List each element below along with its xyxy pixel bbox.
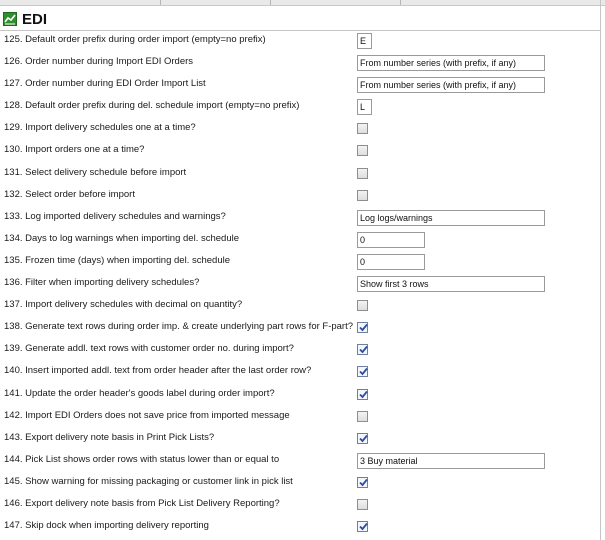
setting-text-field[interactable]: 0 [357, 254, 425, 270]
setting-row [0, 516, 600, 538]
setting-row [0, 450, 600, 472]
setting-row [0, 96, 600, 118]
setting-label: 136. Filter when importing delivery schedules? [4, 277, 200, 289]
setting-checkbox[interactable] [357, 433, 368, 444]
setting-checkbox[interactable] [357, 145, 368, 156]
setting-row [0, 52, 600, 74]
setting-row [0, 74, 600, 96]
setting-label: 129. Import delivery schedules one at a time? [4, 122, 196, 134]
setting-row [0, 229, 600, 251]
setting-label: 143. Export delivery note basis in Print Pick Lists? [4, 431, 215, 443]
setting-checkbox[interactable] [357, 344, 368, 355]
setting-label: 135. Frozen time (days) when importing del. schedule [4, 254, 231, 266]
setting-text-field[interactable]: Show first 3 rows [357, 276, 545, 292]
chart-icon [3, 12, 17, 26]
setting-row [0, 251, 600, 273]
section-title: EDI [22, 10, 48, 28]
setting-label: 146. Export delivery note basis from Pick List Delivery Reporting? [4, 497, 280, 509]
setting-text-field[interactable]: L [357, 99, 372, 115]
checkmark-icon [358, 389, 369, 400]
checkmark-icon [358, 344, 369, 355]
setting-label: 145. Show warning for missing packaging or customer link in pick list [4, 475, 293, 487]
setting-row [0, 118, 600, 140]
setting-row [0, 163, 600, 185]
top-toolbar-strip [0, 0, 605, 6]
setting-text-field[interactable]: From number series (with prefix, if any) [357, 55, 545, 71]
setting-row [0, 361, 600, 383]
setting-row [0, 317, 600, 339]
setting-row [0, 494, 600, 516]
setting-label: 140. Insert imported addl. text from order header after the last order row? [4, 365, 312, 377]
checkmark-icon [358, 521, 369, 532]
setting-checkbox[interactable] [357, 322, 368, 333]
checkmark-icon [358, 477, 369, 488]
setting-label: 144. Pick List shows order rows with status lower than or equal to [4, 453, 280, 465]
setting-row [0, 207, 600, 229]
setting-text-field[interactable]: From number series (with prefix, if any) [357, 77, 545, 93]
setting-checkbox[interactable] [357, 300, 368, 311]
setting-checkbox[interactable] [357, 499, 368, 510]
toolbar-divider [160, 0, 161, 5]
checkmark-icon [358, 322, 369, 333]
toolbar-divider [400, 0, 401, 5]
setting-row [0, 406, 600, 428]
setting-text-field[interactable]: 3 Buy material [357, 453, 545, 469]
setting-label: 125. Default order prefix during order import (empty=no prefix) [4, 34, 266, 45]
setting-label: 132. Select order before import [4, 188, 135, 200]
setting-label: 139. Generate addl. text rows with customer order no. during import? [4, 343, 294, 355]
checkmark-icon [358, 433, 369, 444]
toolbar-divider [270, 0, 271, 5]
setting-text-field[interactable]: E [357, 33, 372, 49]
setting-row [0, 384, 600, 406]
setting-checkbox[interactable] [357, 411, 368, 422]
section-header [3, 8, 47, 30]
setting-row [0, 273, 600, 295]
setting-label: 137. Import delivery schedules with decimal on quantity? [4, 299, 243, 311]
setting-label: 133. Log imported delivery schedules and warnings? [4, 210, 226, 222]
setting-checkbox[interactable] [357, 366, 368, 377]
setting-checkbox[interactable] [357, 190, 368, 201]
chart-icon-glyph [4, 13, 16, 25]
settings-list [0, 30, 600, 538]
setting-label: 141. Update the order header's goods label during order import? [4, 387, 275, 399]
setting-row [0, 185, 600, 207]
setting-text-field[interactable]: 0 [357, 232, 425, 248]
setting-label: 138. Generate text rows during order imp. & create underlying part rows for F-part? [4, 321, 354, 333]
setting-checkbox[interactable] [357, 168, 368, 179]
panel-right-border [600, 0, 601, 540]
setting-label: 147. Skip dock when importing delivery reporting [4, 520, 209, 532]
setting-label: 130. Import orders one at a time? [4, 144, 145, 156]
setting-checkbox[interactable] [357, 521, 368, 532]
setting-row [0, 339, 600, 361]
setting-label: 134. Days to log warnings when importing del. schedule [4, 232, 239, 244]
setting-checkbox[interactable] [357, 389, 368, 400]
checkmark-icon [358, 366, 369, 377]
setting-label: 127. Order number during EDI Order Import List [4, 78, 206, 90]
setting-label: 131. Select delivery schedule before import [4, 166, 187, 178]
setting-label: 126. Order number during Import EDI Orders [4, 56, 194, 68]
setting-checkbox[interactable] [357, 477, 368, 488]
setting-checkbox[interactable] [357, 123, 368, 134]
setting-row [0, 428, 600, 450]
setting-row [0, 140, 600, 162]
setting-row [0, 30, 600, 52]
setting-text-field[interactable]: Log logs/warnings [357, 210, 545, 226]
setting-row [0, 472, 600, 494]
setting-label: 142. Import EDI Orders does not save price from imported message [4, 409, 290, 421]
setting-row [0, 295, 600, 317]
setting-label: 128. Default order prefix during del. schedule import (empty=no prefix) [4, 100, 300, 112]
